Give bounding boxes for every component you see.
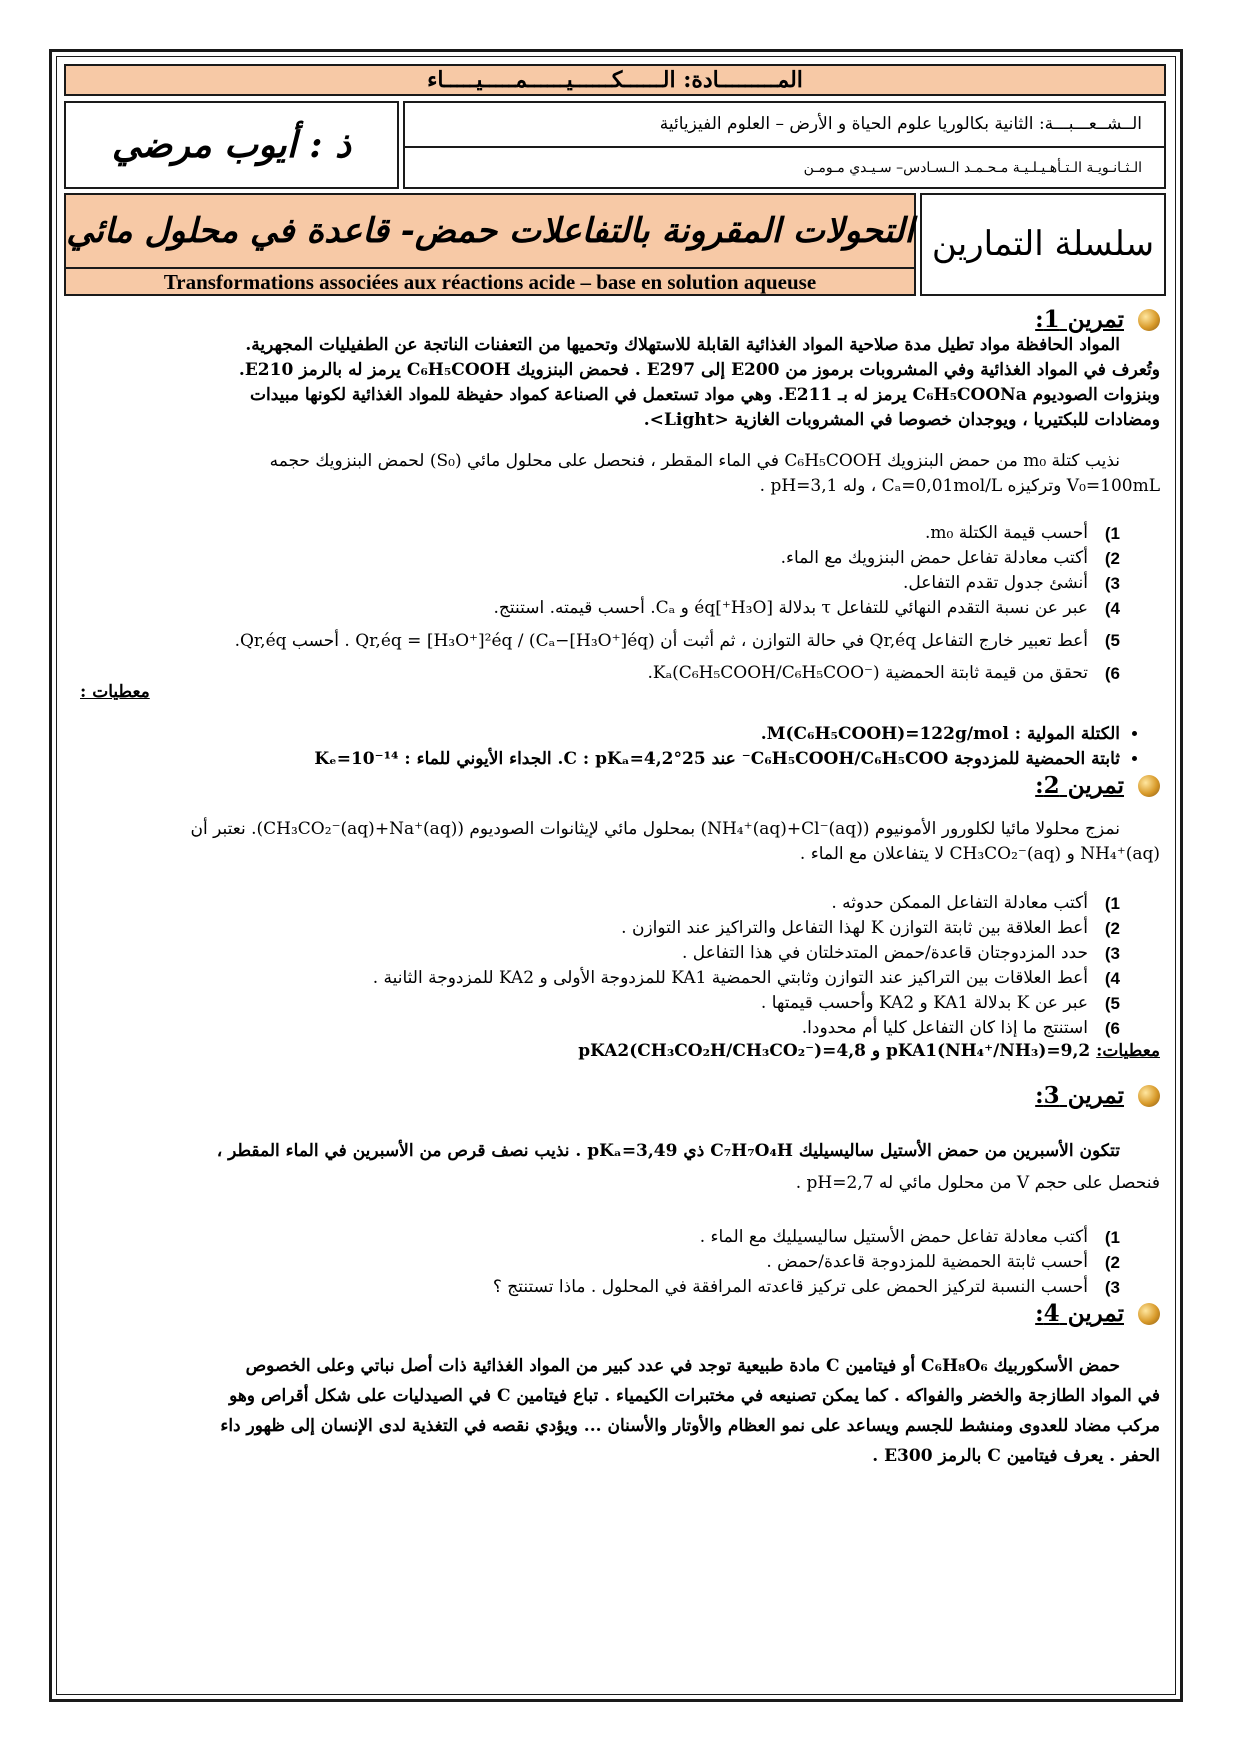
- ex1-given-list: [80, 722, 1160, 772]
- subject-bar: المـــــــــادة: الــــــكــــــيــــــمـــــيـــــاء: [64, 64, 1166, 96]
- ex1-statement-line: نذيب كتلة m₀ من حمض البنزويك C₆H₅COOH في الماء المقطر ، فنحصل على محلول مائي (S₀) لحمض البنزويك حجمه: [269, 451, 1120, 471]
- series-label: سلسلة التمارين: [920, 193, 1166, 296]
- question-item: 1) أحسب قيمة الكتلة m₀.: [924, 523, 1120, 543]
- question-item: 3) أنشئ جدول تقدم التفاعل.: [902, 573, 1120, 593]
- question-item: 2) أكتب معادلة تفاعل حمض البنزويك مع الماء.: [780, 548, 1120, 568]
- teacher-name: ذ : أيوب مرضي: [64, 101, 399, 189]
- ex1-given-label: معطيات :: [80, 682, 150, 702]
- given-item: • ثابتة الحمضية للمزدوجة C₆H₅COOH/C₆H₅COO⁻ عند 25°C : pKₐ=4,2. الجداء الأيوني للماء : Kₑ=10⁻¹⁴: [80, 747, 1120, 772]
- ex1-questions: [80, 521, 1160, 686]
- question-item: 6) استنتج ما إذا كان التفاعل كليا أم محدودا.: [801, 1018, 1120, 1038]
- branch-line: الــشــعـــبـــة: الثانية بكالوريا علوم الحياة و الأرض – العلوم الفيزيائية: [659, 114, 1142, 134]
- coin-bullet-icon: [1138, 1303, 1160, 1325]
- question-item: 3) أحسب النسبة لتركيز الحمض على تركيز قاعدته المرافقة في المحلول . ماذا تستنتج ؟: [492, 1277, 1120, 1297]
- ex1-statement-line: V₀=100mL وتركيزه Cₐ=0,01mol/L ، وله pH=3,1 .: [759, 476, 1160, 496]
- ex1-intro-line: وبنزوات الصوديوم C₆H₅COONa يرمز له بـ E211. وهي مواد تستعمل في الصناعة كمواد حفيظة للمواد الغذائية لكونها مبيدات: [249, 385, 1160, 405]
- info-box: [403, 101, 1166, 189]
- question-item: 4) عبر عن نسبة التقدم النهائي للتفاعل τ بدلالة [H₃O⁺]éq و Cₐ. أحسب قيمته. استنتج.: [493, 598, 1120, 618]
- ex4-statement-line: في المواد الطازجة والخضر والفواكه . كما يمكن تصنيعه في مختبرات الكيمياء . تباع فيتامين C في الصيدليات على شكل أقراص وهو: [229, 1386, 1160, 1406]
- ex3-statement-line: فنحصل على حجم V من محلول مائي له pH=2,7 .: [795, 1173, 1160, 1193]
- school-line: الـثـانـويـة الـتـأهـيـلـيـة مـحـمـد الـسـادس– سـيـدي مـومـن: [405, 146, 1164, 189]
- exercise-3-title: تمرين 3:: [80, 1082, 1160, 1109]
- lesson-title-ar: التحولات المقرونة بالتفاعلات حمض- قاعدة في محلول مائي: [66, 211, 914, 251]
- exercise-4-title: تمرين 4:: [80, 1300, 1160, 1327]
- exercise-2-title: تمرين 2:: [80, 772, 1160, 799]
- exercise-1-title: تمرين 1:: [80, 306, 1160, 333]
- content: [80, 302, 1160, 1471]
- question-item: 3) حدد المزدوجتان قاعدة/حمض المتدخلتان في هذا التفاعل .: [681, 943, 1120, 963]
- question-item: 4) أعط العلاقات بين التراكيز عند التوازن وثابتي الحمضية KA1 للمزدوجة الأولى و KA2 للمزدوجة الثانية .: [372, 968, 1120, 988]
- ex2-given: معطيات: pKA1(NH₄⁺/NH₃)=9,2 و pKA2(CH₃CO₂H/CH₃CO₂⁻)=4,8: [578, 1041, 1160, 1061]
- question-item: 6) تحقق من قيمة ثابتة الحمضية Kₐ(C₆H₅COOH/C₆H₅COO⁻).: [647, 663, 1120, 683]
- question-item: 5) أعط تعبير خارج التفاعل Qr,éq في حالة التوازن ، ثم أثبت أن Qr,éq = [H₃O⁺]²éq / (Cₐ−[H₃O⁺]éq) . أحسب Qr,éq.: [234, 631, 1120, 651]
- coin-bullet-icon: [1138, 775, 1160, 797]
- ex1-intro-line: وتُعرف في المواد الغذائية وفي المشروبات برموز من E200 إلى E297 . فحمض البنزويك C₆H₅COOH يرمز له بالرمز E210.: [238, 360, 1160, 380]
- ex4-statement-line: مركب مضاد للعدوى ومنشط للجسم ويساعد على نمو العظام والأوتار والأسنان ... ويؤدي نقصه في التغذية لدى الإنسان إلى ظهور داء: [220, 1416, 1160, 1436]
- ex2-questions: [80, 891, 1160, 1041]
- ex1-intro-line: ومضادات للبكتيريا ، ويوجدان خصوصا في المشروبات الغازية <Light>.: [643, 410, 1160, 430]
- ex2-statement-line: NH₄⁺(aq) و CH₃CO₂⁻(aq) لا يتفاعلان مع الماء .: [799, 844, 1160, 864]
- ex4-statement-line: حمض الأسكوربيك C₆H₈O₆ أو فيتامين C مادة طبيعية توجد في عدد كبير من المواد الغذائية ذات أصل نباتي وعلى الخصوص: [245, 1356, 1120, 1376]
- question-item: 5) عبر عن K بدلالة KA1 و KA2 وأحسب قيمتها .: [760, 993, 1120, 1013]
- ex1-intro-line: المواد الحافظة مواد تطيل مدة صلاحية المواد الغذائية القابلة للاستهلاك وتحميها من التعفنات الناتجة عن الطفيليات المجهرية.: [245, 335, 1120, 355]
- coin-bullet-icon: [1138, 1085, 1160, 1107]
- given-item: • الكتلة المولية : M(C₆H₅COOH)=122g/mol.: [80, 722, 1120, 747]
- question-item: 1) أكتب معادلة التفاعل الممكن حدوثه .: [831, 893, 1120, 913]
- ex4-statement-line: الحفر . يعرف فيتامين C بالرمز E300 .: [872, 1446, 1160, 1466]
- ex3-questions: [80, 1225, 1160, 1300]
- question-item: 1) أكتب معادلة تفاعل حمض الأستيل ساليسيليك مع الماء .: [699, 1227, 1120, 1247]
- coin-bullet-icon: [1138, 309, 1160, 331]
- ex2-statement-line: نمزج محلولا مائيا لكلورور الأمونيوم (NH₄⁺(aq)+Cl⁻(aq)) بمحلول مائي لإيثانوات الصوديوم (CH₃CO₂⁻(aq)+Na⁺(aq)). نعتبر أن: [190, 819, 1120, 839]
- question-item: 2) أحسب ثابتة الحمضية للمزدوجة قاعدة/حمض .: [766, 1252, 1120, 1272]
- ex3-statement-line: تتكون الأسبرين من حمض الأستيل ساليسيليك C₇H₇O₄H ذي pKₐ=3,49 . نذيب نصف قرص من الأسبرين في الماء المقطر ،: [216, 1141, 1120, 1161]
- title-box: [64, 193, 916, 296]
- lesson-title-fr: Transformations associées aux réactions acide – base en solution aqueuse: [66, 267, 914, 296]
- question-item: 2) أعط العلاقة بين ثابتة التوازن K لهذا التفاعل والتراكيز عند التوازن .: [621, 918, 1120, 938]
